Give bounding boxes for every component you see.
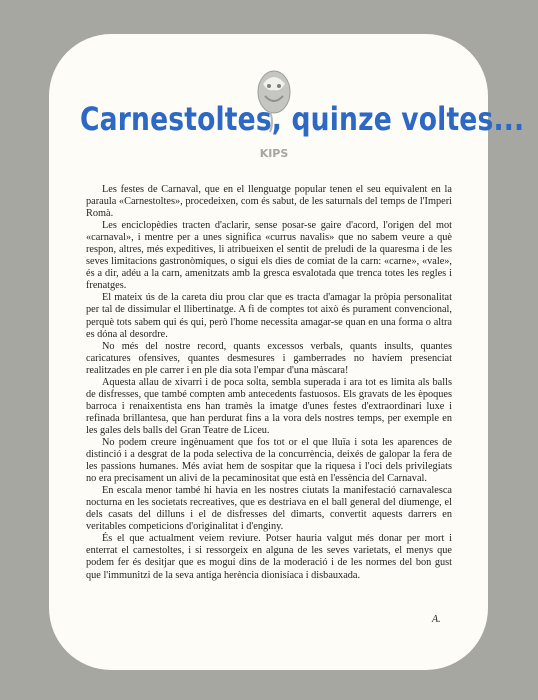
article-body: [86, 184, 452, 582]
author-signature: A.: [432, 614, 441, 625]
paragraph-7: En escala menor també hi havia en les nostres ciutats la manifestació carnavalesca nocturna en les societats recreatives, que es destriava en el ball general del diumenge, el dels casats del dilluns i el de disfresses del dimarts, convertit aquests darrers en veritables competicions d'originalitat i d'enginy.: [86, 485, 452, 533]
paragraph-4: No més del nostre record, quants excessos verbals, quants insults, quantes caricatures ofensives, quantes desmesures i gamberrades no havíem presenciat realitzades en ple carrer i en ple dia sota l'empar d'una màscara!: [86, 340, 452, 376]
paragraph-3: El mateix ús de la careta diu prou clar que es tracta d'amagar la pròpia personalitat per tal de dissimular el llibertinatge. A fi de comptes tot això és purament convencional, perquè tots sabem qui és qui, però l'home necessita amagar-se quan en una forma o altra es dóna al desordre.: [86, 292, 452, 340]
article-title: Carnestoltes, quinze voltes...: [80, 100, 525, 138]
logo-lettering: KIPS: [259, 147, 289, 160]
paragraph-1: Les festes de Carnaval, que en el llenguatge popular tenen el seu equivalent en la paraula «Carnestoltes», procedeixen, com és sabut, de les saturnals del temps de l'Imperi Romà.: [86, 184, 452, 220]
paragraph-5: Aquesta allau de xivarri i de poca solta, sembla superada i ara tot es limita als balls de disfresses, que també compten amb antecedents fastuosos. Els gravats de les èpoques barroca i renaixentista ens han tramès la imatge d'unes festes d'extraordinari luxe i refinada brillantesa, que han perdurat fins a la vora dels nostres temps, per exemple en les gales dels balls del Gran Teatre de Liceu.: [86, 376, 452, 436]
paragraph-2: Les enciclopèdies tracten d'aclarir, sense posar-se gaire d'acord, l'origen del mot «carnaval», i mentre per a unes significa «currus navalis» que no sabem veure a què respon, altres, més expeditives, li atribueixen el sentit de preludi de la quaresma i de les seves limitacions gastronòmiques, o sigui els dies de comiat de la carn: «carne», «vale», és a dir, adéu a la carn, amenitzats amb la gresca esvalotada que trenca totes les regles i frenatges.: [86, 220, 452, 292]
paragraph-6: No podem creure ingènuament que fos tot or el que lluïa i sota les aparences de distinció i a desgrat de la poda selectiva de la concurrència, deixés de galopar la fera de les passions humanes. Més aviat hem de sospitar que la riquesa i l'oci dels privilegiats no era precisament un alivi de la pecaminositat que està en l'essència del Carnaval.: [86, 436, 452, 485]
paragraph-8: És el que actualment veiem reviure. Potser hauria valgut més donar per mort i enterrat el carnestoltes, i si ressorgeix en alguna de les seves varietats, el menys que podem fer és desitjar que es moguí dins de la moderació i de les normes del bon gust que l'immunitzi de la seva antiga herència dionisíaca i disbauxada.: [86, 533, 452, 581]
